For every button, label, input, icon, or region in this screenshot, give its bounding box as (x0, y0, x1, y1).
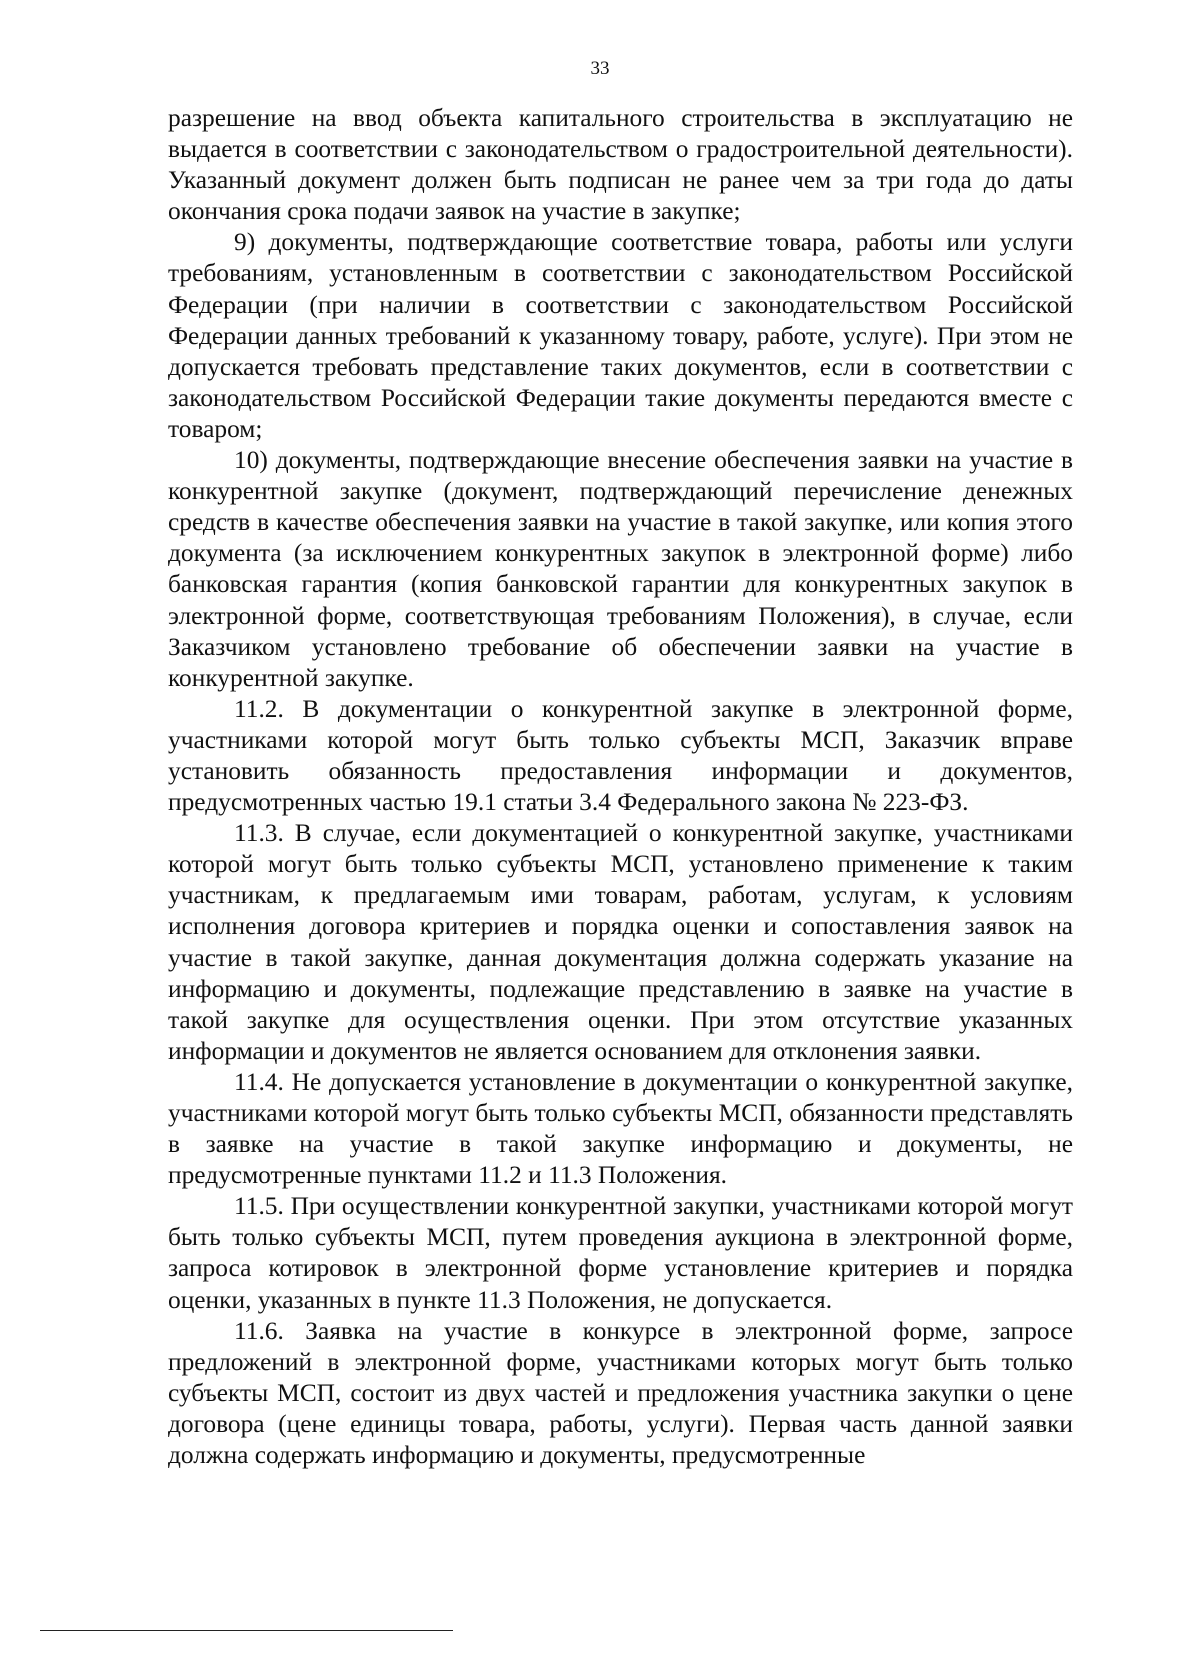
page-number: 33 (590, 58, 610, 79)
paragraph-11-5: 11.5. При осуществлении конкурентной закупки, участниками которой могут быть только субъекты МСП, путем проведения аукциона в электронной форме, запроса котировок в электронной форме установление критериев и порядка оценки, указанных в пункте 11.3 Положения, не допускается. (168, 1192, 1073, 1314)
document-body (168, 103, 1073, 1471)
paragraph-item-9: 9) документы, подтверждающие соответствие товара, работы или услуги требованиям, установленным в соответствии с законодательством Российской Федерации (при наличии в соответствии с законодательством Российской Федерации данных требований к указанному товару, работе, услуге). При этом не допускается требовать представление таких документов, если в соответствии с законодательством Российской Федерации такие документы передаются вместе с товаром; (168, 228, 1073, 443)
paragraph-11-2: 11.2. В документации о конкурентной закупке в электронной форме, участниками которой могут быть только субъекты МСП, Заказчик вправе установить обязанность предоставления информации и документов, предусмотренных частью 19.1 статьи 3.4 Федерального закона № 223-ФЗ. (168, 694, 1073, 817)
paragraph-11-4: 11.4. Не допускается установление в документации о конкурентной закупке, участниками которой могут быть только субъекты МСП, обязанности представлять в заявке на участие в такой закупке информацию и документы, не предусмотренные пунктами 11.2 и 11.3 Положения. (168, 1067, 1073, 1190)
paragraph-continuation: разрешение на ввод объекта капитального строительства в эксплуатацию не выдается в соответствии с законодательством о градостроительной деятельности). Указанный документ должен быть подписан не ранее чем за три года до даты окончания срока подачи заявок на участие в закупке; (168, 104, 1073, 226)
footnote-separator-line (40, 1630, 453, 1631)
paragraph-11-6: 11.6. Заявка на участие в конкурсе в электронной форме, запросе предложений в электронной форме, участниками которых могут быть только субъекты МСП, состоит из двух частей и предложения участника закупки о цене договора (цене единицы товара, работы, услуги). Первая часть данной заявки должна содержать информацию и документы, предусмотренные (168, 1316, 1073, 1470)
paragraph-item-10: 10) документы, подтверждающие внесение обеспечения заявки на участие в конкурентной закупке (документ, подтверждающий перечисление денежных средств в качестве обеспечения заявки на участие в такой закупке, или копия этого документа (за исключением конкурентных закупок в электронной форме) либо банковская гарантия (копия банковской гарантии для конкурентных закупок в электронной форме, соответствующая требованиям Положения), в случае, если Заказчиком установлено требование об обеспечении заявки на участие в конкурентной закупке. (168, 446, 1073, 692)
paragraph-11-3: 11.3. В случае, если документацией о конкурентной закупке, участниками которой могут быть только субъекты МСП, установлено применение к таким участникам, к предлагаемым ими товарам, работам, услугам, к условиям исполнения договора критериев и порядка оценки и сопоставления заявок на участие в такой закупке, данная документация должна содержать указание на информацию и документы, подлежащие представлению в заявке на участие в такой закупке для осуществления оценки. При этом отсутствие указанных информации и документов не является основанием для отклонения заявки. (168, 819, 1073, 1065)
